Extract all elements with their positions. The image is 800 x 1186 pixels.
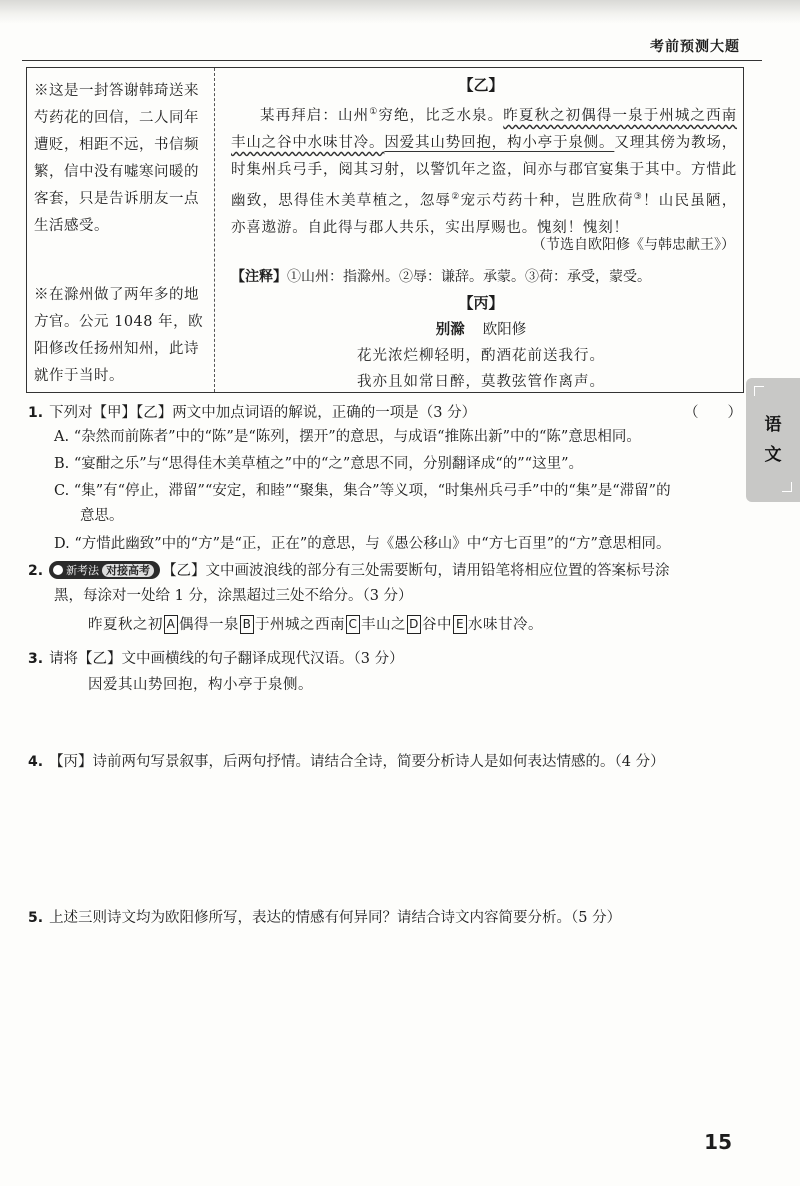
- note-poem-background: ※在滁州做了两年多的地方官。公元 1048 年，欧阳修改任扬州知州，此诗就作于当时。: [34, 287, 204, 384]
- passage-yi-text: 某再拜启：山州①穷绝，比乏水泉。昨夏秋之初偶得一泉于州城之西南丰山之谷中水味甘冷。因爱其山势回抱，构小亭于泉侧。又理其傍为教场，时集州兵弓手，阅其习射，以警饥年之盗，间亦与郡官宴集于其中。方惜此幽致，思得佳木美草植之，忽辱②宠示芍药十种，岂胜欣荷③！山民虽陋，亦喜遨游。自此得与郡人共乐，实出厚赐也。愧刻！愧刻！: [231, 107, 738, 236]
- break-option-e[interactable]: E: [453, 615, 467, 634]
- page-header-title: 考前预测大题: [650, 39, 740, 55]
- question-2: 2. 新考法 对接高考 【乙】文中画波浪线的部分有三处需要断句，请用铅笔将相应位置的答案标号涂: [28, 563, 670, 579]
- question-3: 3. 请将【乙】文中画横线的句子翻译成现代汉语。（3 分）: [28, 651, 404, 667]
- passage-bing-title: 【丙】: [458, 294, 504, 312]
- top-shadow-strip: [0, 0, 800, 24]
- answer-blank: （ ）: [684, 405, 742, 421]
- poem-line: 我亦且如常日醉，莫教弦管作离声。: [357, 374, 605, 390]
- option-c-continued: 意思。: [80, 508, 124, 524]
- subject-side-tab: [746, 378, 800, 502]
- wavy-underlined-sentence: 昨夏秋之初偶得一泉于州城之西南丰山之谷中水味甘冷。: [231, 107, 738, 151]
- break-option-d[interactable]: D: [407, 615, 421, 634]
- break-option-a[interactable]: A: [164, 615, 178, 634]
- option-a: A. “杂然而前陈者”中的“陈”是“陈列，摆开”的意思，与成语“推陈出新”中的“陈”意思相同。: [54, 429, 641, 445]
- poem-title: 别滁 欧阳修: [435, 321, 527, 338]
- header-rule: [22, 60, 762, 61]
- question-5: 5. 上述三则诗文均为欧阳修所写，表达的情感有何异同？请结合诗文内容简要分析。（5 分）: [28, 910, 622, 926]
- straight-underlined-sentence: 因爱其山势回抱，构小亭于泉侧。: [384, 134, 615, 151]
- question-1: 1. 下列对【甲】【乙】两文中加点词语的解说，正确的一项是（3 分）: [28, 405, 477, 421]
- option-c: C. “集”有“停止，滞留”“安定，和睦”“聚集，集合”等义项，“时集州兵弓手”中的“集”是“滞留”的: [54, 483, 671, 499]
- sentence-break-options: 昨夏秋之初 A 偶得一泉 B 于州城之西南 C 丰山之 D 谷中 E 水味甘冷。: [88, 617, 543, 633]
- option-d: D. “方惜此幽致”中的“方”是“正，正在”的意思，与《愚公移山》中“方七百里”的“方”意思相同。: [54, 536, 671, 552]
- subject-label: 语 文: [764, 415, 782, 465]
- annotation-column: [27, 68, 215, 392]
- tab-corner-mark: [754, 386, 764, 396]
- page-number: 15: [704, 1130, 732, 1154]
- tab-corner-mark: [782, 482, 792, 492]
- option-b: B. “宴酣之乐”与“思得佳木美草植之”中的“之”意思不同，分别翻译成“的”“这里”。: [54, 456, 583, 472]
- poem-line: 花光浓烂柳轻明，酌酒花前送我行。: [357, 348, 605, 364]
- break-option-b[interactable]: B: [240, 615, 254, 634]
- question-4: 4. 【丙】诗前两句写景叙事，后两句抒情。请结合全诗，简要分析诗人是如何表达情感的。（4 分）: [28, 754, 665, 770]
- question-2-continued: 黑，每涂对一处给 1 分，涂黑超过三处不给分。（3 分）: [54, 588, 413, 604]
- new-format-badge: 新考法 对接高考: [49, 561, 160, 579]
- passage-column: [223, 68, 739, 392]
- note-letter-background: ※这是一封答谢韩琦送来芍药花的回信，二人同年遭贬，相距不远，书信频繁，信中没有嘘寒问暖的客套，只是告诉朋友一点生活感受。: [34, 83, 199, 234]
- passage-footnotes: 【注释】①山州：指滁州。②辱：谦辞。承蒙。③荷：承受，蒙受。: [231, 269, 651, 285]
- passage-source: （节选自欧阳修《与韩忠献王》）: [532, 237, 735, 253]
- break-option-c[interactable]: C: [346, 615, 360, 634]
- sentence-to-translate: 因爱其山势回抱，构小亭于泉侧。: [88, 677, 313, 693]
- reading-passage-box: [26, 67, 744, 393]
- poem-author: 欧阳修: [482, 322, 527, 338]
- passage-yi-title: 【乙】: [458, 76, 504, 94]
